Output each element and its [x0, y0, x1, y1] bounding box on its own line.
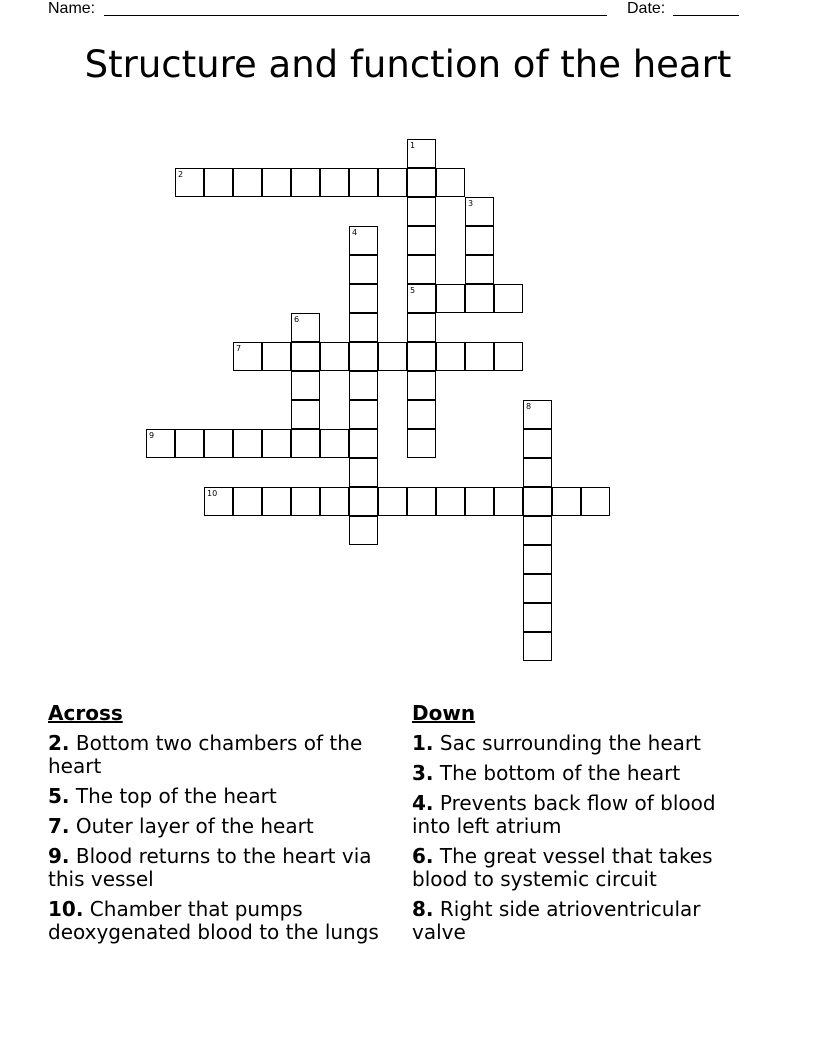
clue-number: 1. — [412, 731, 434, 755]
crossword-cell[interactable] — [407, 371, 436, 400]
across-clue — [48, 845, 408, 891]
crossword-cell[interactable] — [523, 632, 552, 661]
crossword-cell[interactable] — [320, 342, 349, 371]
crossword-cell[interactable] — [523, 516, 552, 545]
crossword-cell[interactable] — [436, 342, 465, 371]
crossword-cell[interactable] — [378, 342, 407, 371]
name-label: Name: — [48, 0, 96, 17]
crossword-cell[interactable] — [349, 429, 378, 458]
crossword-cell[interactable] — [465, 284, 494, 313]
crossword-cell[interactable] — [465, 226, 494, 255]
crossword-cell[interactable] — [465, 197, 494, 226]
crossword-cell[interactable] — [523, 603, 552, 632]
crossword-cell[interactable] — [407, 313, 436, 342]
clue-number: 8. — [412, 897, 434, 921]
down-clue — [412, 792, 752, 838]
crossword-cell[interactable] — [465, 342, 494, 371]
crossword-cell[interactable] — [494, 487, 523, 516]
down-clues — [412, 702, 752, 951]
cell-number: 10 — [207, 489, 218, 498]
clue-text: Outer layer of the heart — [75, 814, 314, 838]
clue-number: 3. — [412, 761, 434, 785]
crossword-cell[interactable] — [407, 197, 436, 226]
crossword-cell[interactable] — [523, 429, 552, 458]
cell-number: 5 — [410, 286, 416, 295]
crossword-cell[interactable] — [523, 545, 552, 574]
crossword-cell[interactable] — [407, 342, 436, 371]
crossword-cell[interactable] — [349, 342, 378, 371]
crossword-cell[interactable] — [523, 458, 552, 487]
crossword-cell[interactable] — [378, 487, 407, 516]
cell-number: 8 — [526, 402, 532, 411]
crossword-cell[interactable] — [349, 284, 378, 313]
clue-text: Sac surrounding the heart — [439, 731, 701, 755]
crossword-cell[interactable] — [465, 255, 494, 284]
clue-text: Bottom two chambers of the heart — [48, 731, 363, 778]
clue-number: 7. — [48, 814, 70, 838]
crossword-cell[interactable] — [291, 400, 320, 429]
crossword-cell[interactable] — [407, 284, 436, 313]
crossword-cell[interactable] — [494, 342, 523, 371]
crossword-cell[interactable] — [291, 168, 320, 197]
across-clue — [48, 785, 408, 808]
crossword-cell[interactable] — [436, 487, 465, 516]
clue-number: 5. — [48, 784, 70, 808]
crossword-cell[interactable] — [349, 487, 378, 516]
clue-text: The top of the heart — [75, 784, 277, 808]
clue-text: The bottom of the heart — [439, 761, 681, 785]
crossword-cell[interactable] — [291, 429, 320, 458]
crossword-cell[interactable] — [262, 429, 291, 458]
crossword-cell[interactable] — [494, 284, 523, 313]
crossword-cell[interactable] — [581, 487, 610, 516]
clue-number: 9. — [48, 844, 70, 868]
crossword-cell[interactable] — [233, 429, 262, 458]
crossword-cell[interactable] — [349, 226, 378, 255]
clue-number: 4. — [412, 791, 434, 815]
page-title: Structure and function of the heart — [84, 43, 732, 86]
crossword-cell[interactable] — [407, 168, 436, 197]
date-label: Date: — [627, 0, 666, 17]
crossword-cell[interactable] — [378, 168, 407, 197]
crossword-cell[interactable] — [204, 487, 233, 516]
clue-number: 10. — [48, 897, 84, 921]
crossword-cell[interactable] — [175, 429, 204, 458]
down-clue — [412, 898, 752, 944]
crossword-cell[interactable] — [262, 168, 291, 197]
cell-number: 4 — [352, 228, 358, 237]
across-clue — [48, 898, 408, 944]
crossword-cell[interactable] — [175, 168, 204, 197]
cell-number: 3 — [468, 199, 474, 208]
crossword-cell[interactable] — [552, 487, 581, 516]
crossword-cell[interactable] — [204, 429, 233, 458]
crossword-cell[interactable] — [233, 342, 262, 371]
crossword-cell[interactable] — [349, 168, 378, 197]
crossword-cell[interactable] — [407, 226, 436, 255]
crossword-cell[interactable] — [523, 574, 552, 603]
crossword-cell[interactable] — [465, 487, 494, 516]
across-clue — [48, 732, 408, 778]
crossword-cell[interactable] — [349, 400, 378, 429]
crossword-cell[interactable] — [291, 487, 320, 516]
crossword-cell[interactable] — [349, 255, 378, 284]
clue-text: Chamber that pumps deoxygenated blood to the lungs — [48, 897, 379, 944]
crossword-cell[interactable] — [233, 168, 262, 197]
crossword-cell[interactable] — [523, 487, 552, 516]
cell-number: 6 — [294, 315, 300, 324]
crossword-cell[interactable] — [233, 487, 262, 516]
crossword-cell[interactable] — [407, 400, 436, 429]
down-clue — [412, 762, 752, 785]
crossword-cell[interactable] — [320, 429, 349, 458]
cell-number: 1 — [410, 141, 416, 150]
crossword-cell[interactable] — [291, 371, 320, 400]
crossword-cell[interactable] — [349, 313, 378, 342]
cell-number: 2 — [178, 170, 184, 179]
across-heading: Across — [48, 701, 123, 725]
crossword-cell[interactable] — [204, 168, 233, 197]
cell-number: 7 — [236, 344, 242, 353]
cell-number: 9 — [149, 431, 155, 440]
crossword-cell[interactable] — [407, 255, 436, 284]
across-clues — [48, 702, 408, 951]
crossword-cell[interactable] — [262, 487, 291, 516]
down-clue — [412, 845, 752, 891]
crossword-cell[interactable] — [349, 371, 378, 400]
crossword-cell[interactable] — [262, 342, 291, 371]
crossword-cell[interactable] — [407, 487, 436, 516]
crossword-cell[interactable] — [320, 168, 349, 197]
crossword-cell[interactable] — [291, 313, 320, 342]
across-clue — [48, 815, 408, 838]
down-clue — [412, 732, 752, 755]
clue-text: Right side atrioventricular valve — [412, 897, 701, 944]
crossword-cell[interactable] — [407, 139, 436, 168]
clue-text: The great vessel that takes blood to systemic circuit — [412, 844, 713, 891]
clue-text: Blood returns to the heart via this vessel — [48, 844, 372, 891]
crossword-cell[interactable] — [436, 284, 465, 313]
crossword-cell[interactable] — [146, 429, 175, 458]
clue-number: 2. — [48, 731, 70, 755]
clue-text: Prevents back flow of blood into left atrium — [412, 791, 716, 838]
crossword-cell[interactable] — [291, 342, 320, 371]
crossword-cell[interactable] — [523, 400, 552, 429]
crossword-cell[interactable] — [349, 458, 378, 487]
down-heading: Down — [412, 701, 476, 725]
crossword-cell[interactable] — [407, 429, 436, 458]
crossword-cell[interactable] — [320, 487, 349, 516]
clue-number: 6. — [412, 844, 434, 868]
crossword-cell[interactable] — [436, 168, 465, 197]
crossword-cell[interactable] — [349, 516, 378, 545]
